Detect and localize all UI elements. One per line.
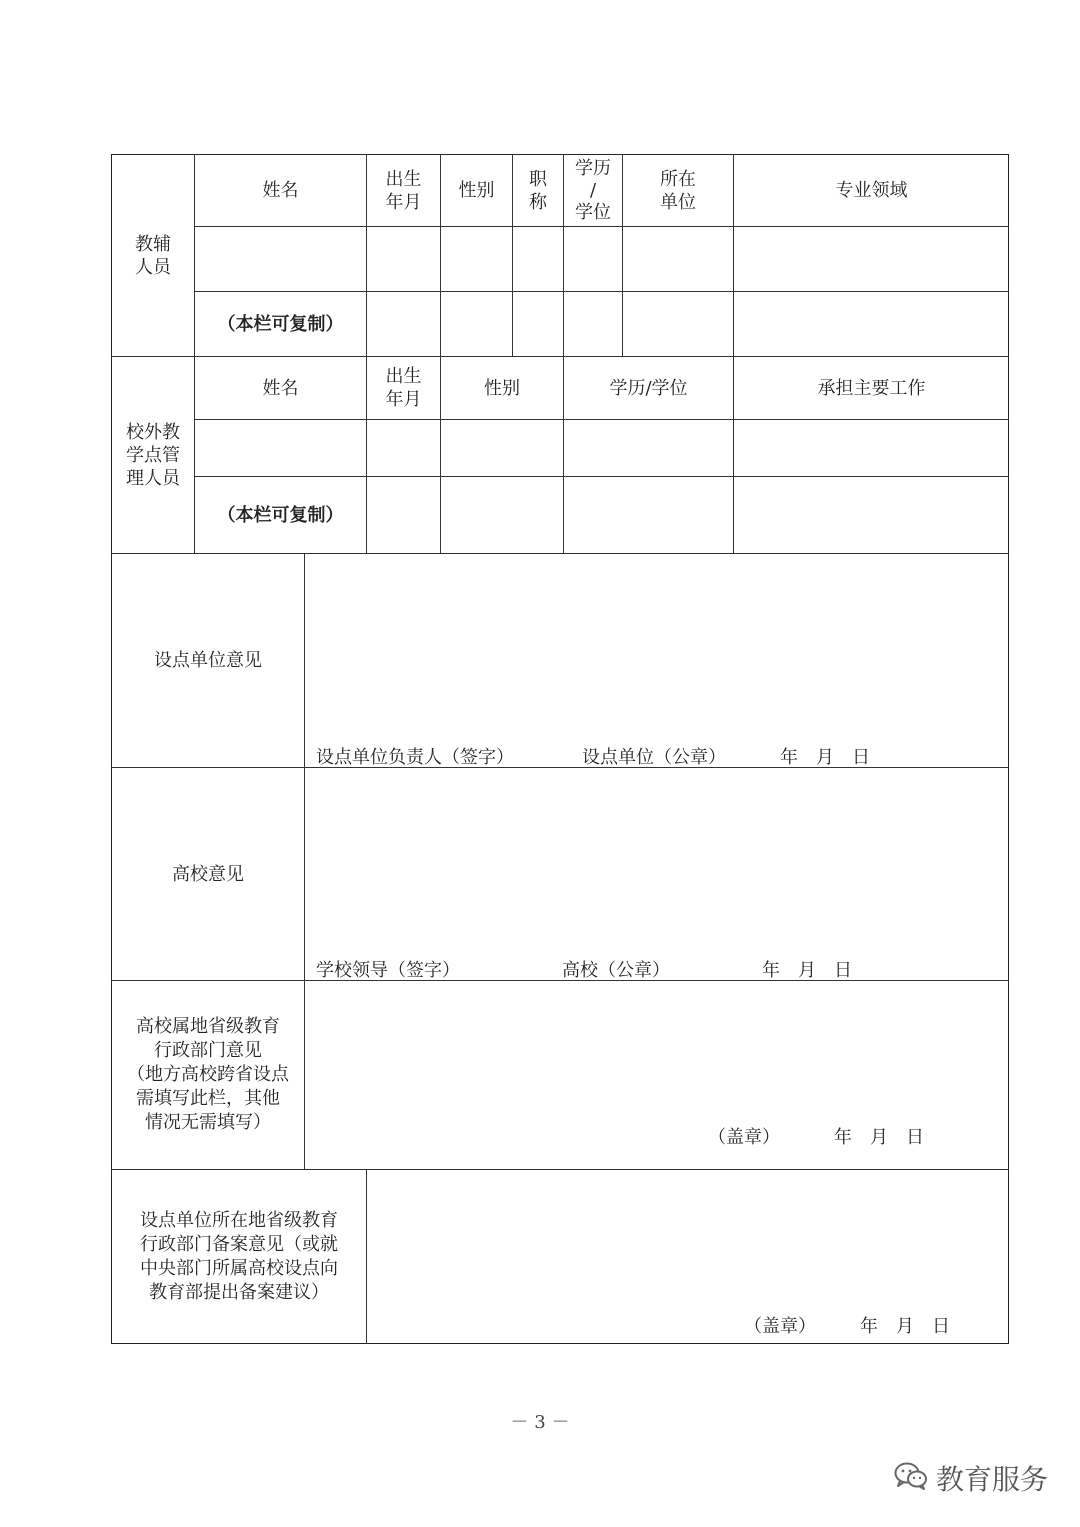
opinion-input-area[interactable] — [305, 981, 1009, 1121]
section-label-host-unit-opinion: 设点单位意见 — [154, 650, 262, 671]
section-label-offsite-managers: 校外教 学点管 理人员 — [126, 421, 180, 489]
opinion-input-area[interactable] — [305, 768, 1009, 956]
header-gender: 性别 — [458, 180, 495, 201]
header-education: 学历/学位 — [609, 377, 688, 399]
opinion-input-area[interactable] — [367, 1170, 1009, 1310]
input-cell-field[interactable] — [734, 227, 1009, 291]
seal-label: （盖章） — [708, 1127, 780, 1148]
section-label-provincial-university-opinion: 高校属地省级教育 行政部门意见 （地方高校跨省设点 需填写此栏，其他 情况无需填写） — [127, 1016, 289, 1133]
signature-date: 年 月 日 — [780, 747, 870, 768]
input-cell-birth[interactable] — [367, 420, 440, 476]
section-label-provincial-host-opinion: 设点单位所在地省级教育 行政部门备案意见（或就 中央部门所属高校设点向 教育部提出备案建议） — [140, 1210, 338, 1303]
watermark-text: 教育服务 — [936, 1463, 1049, 1496]
section-label-teaching-assistants: 教辅 人员 — [135, 233, 171, 278]
opinion-input-area[interactable] — [305, 554, 1009, 744]
signature-seal: 设点单位（公章） — [582, 747, 726, 768]
input-cell-education[interactable] — [564, 227, 622, 291]
header-gender: 性别 — [484, 377, 520, 399]
signature-person: 设点单位负责人（签字） — [316, 747, 514, 768]
header-name: 姓名 — [262, 377, 299, 399]
page-number: － 3 － — [510, 1412, 570, 1433]
seal-label: （盖章） — [744, 1316, 816, 1337]
header-birth: 出生 年月 — [385, 168, 422, 213]
signature-seal: 高校（公章） — [562, 960, 670, 981]
input-cell-gender[interactable] — [441, 420, 563, 476]
input-cell-name[interactable] — [195, 227, 366, 291]
wechat-icon — [894, 1461, 928, 1495]
signature-date: 年 月 日 — [834, 1127, 924, 1148]
watermark — [894, 1458, 1048, 1498]
input-cell-education[interactable] — [564, 420, 733, 476]
header-main-work: 承担主要工作 — [817, 377, 926, 399]
section-label-university-opinion: 高校意见 — [172, 863, 244, 885]
input-cell-birth[interactable] — [367, 227, 440, 291]
header-title: 职 称 — [529, 168, 547, 213]
signature-date: 年 月 日 — [762, 960, 852, 981]
header-education: 学历 / 学位 — [575, 157, 611, 223]
input-cell-gender[interactable] — [441, 227, 512, 291]
signature-date: 年 月 日 — [860, 1316, 950, 1337]
copy-note: （本栏可复制） — [217, 313, 344, 335]
copy-note: （本栏可复制） — [217, 504, 344, 526]
signature-person: 学校领导（签字） — [316, 960, 460, 981]
input-cell-name[interactable] — [195, 420, 366, 476]
header-name: 姓名 — [262, 180, 299, 201]
header-unit: 所在 单位 — [660, 168, 696, 213]
input-cell-main-work[interactable] — [734, 420, 1009, 476]
header-birth: 出生 年月 — [385, 366, 422, 410]
header-field: 专业领域 — [835, 180, 908, 201]
input-cell-title[interactable] — [513, 227, 563, 291]
input-cell-unit[interactable] — [623, 227, 733, 291]
